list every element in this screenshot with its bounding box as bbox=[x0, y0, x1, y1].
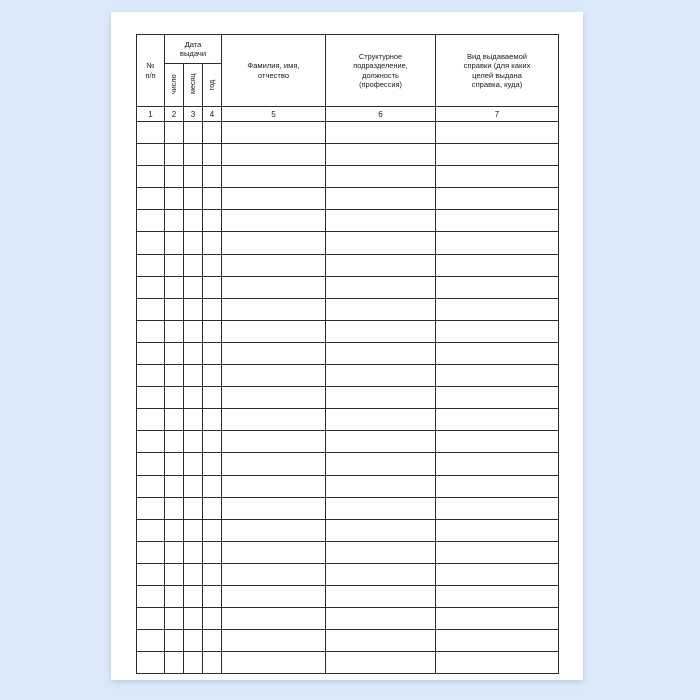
table-header bbox=[137, 35, 559, 107]
table-cell-col7[interactable] bbox=[436, 298, 559, 320]
colnum-1: 1 bbox=[137, 107, 165, 122]
table-cell-col5[interactable] bbox=[222, 210, 326, 232]
table-cell-col3[interactable] bbox=[184, 541, 203, 563]
table-cell-col6[interactable] bbox=[326, 431, 436, 453]
table-cell-col1[interactable] bbox=[137, 475, 165, 497]
table-cell-col7[interactable] bbox=[436, 276, 559, 298]
table-cell-col2[interactable] bbox=[165, 585, 184, 607]
table-row[interactable] bbox=[137, 409, 559, 431]
header-col-date-group bbox=[165, 35, 222, 64]
table-cell-col6[interactable] bbox=[326, 254, 436, 276]
table-cell-col4[interactable] bbox=[203, 166, 222, 188]
header-department-line2: подразделение, bbox=[353, 61, 408, 70]
header-col-certificate-type bbox=[436, 35, 559, 107]
table-row[interactable] bbox=[137, 608, 559, 630]
table-cell-col4[interactable] bbox=[203, 298, 222, 320]
table-cell-col6[interactable] bbox=[326, 166, 436, 188]
table-body bbox=[137, 107, 559, 674]
table-cell-col1[interactable] bbox=[137, 497, 165, 519]
table-row[interactable] bbox=[137, 475, 559, 497]
table-cell-col7[interactable] bbox=[436, 475, 559, 497]
table-cell-col1[interactable] bbox=[137, 122, 165, 144]
header-row-top bbox=[137, 35, 559, 64]
table-cell-col2[interactable] bbox=[165, 232, 184, 254]
table-cell-col1[interactable] bbox=[137, 144, 165, 166]
table-row[interactable] bbox=[137, 122, 559, 144]
table-cell-col1[interactable] bbox=[137, 431, 165, 453]
table-cell-col7[interactable] bbox=[436, 541, 559, 563]
header-date-line2: выдачи bbox=[179, 49, 207, 58]
table-cell-col3[interactable] bbox=[184, 254, 203, 276]
header-col-day bbox=[165, 64, 184, 107]
table-cell-col4[interactable] bbox=[203, 122, 222, 144]
table-cell-col1[interactable] bbox=[137, 409, 165, 431]
table-cell-col2[interactable] bbox=[165, 519, 184, 541]
table-cell-col7[interactable] bbox=[436, 166, 559, 188]
table-cell-col3[interactable] bbox=[184, 387, 203, 409]
table-cell-col7[interactable] bbox=[436, 453, 559, 475]
table-cell-col7[interactable] bbox=[436, 342, 559, 364]
table-cell-col2[interactable] bbox=[165, 210, 184, 232]
table-cell-col4[interactable] bbox=[203, 409, 222, 431]
table-cell-col6[interactable] bbox=[326, 232, 436, 254]
table-cell-col1[interactable] bbox=[137, 387, 165, 409]
journal-table-container bbox=[136, 34, 558, 674]
table-cell-col6[interactable] bbox=[326, 409, 436, 431]
header-department-line3: должность bbox=[362, 70, 399, 80]
table-cell-col6[interactable] bbox=[326, 365, 436, 387]
table-cell-col5[interactable] bbox=[222, 365, 326, 387]
table-cell-col1[interactable] bbox=[137, 630, 165, 652]
header-col-department bbox=[326, 35, 436, 107]
table-cell-col5[interactable] bbox=[222, 585, 326, 607]
header-fullname-line2: отчество bbox=[257, 70, 290, 80]
table-cell-col3[interactable] bbox=[184, 210, 203, 232]
table-cell-col6[interactable] bbox=[326, 320, 436, 342]
table-cell-col5[interactable] bbox=[222, 431, 326, 453]
table-cell-col3[interactable] bbox=[184, 652, 203, 674]
table-cell-col1[interactable] bbox=[137, 365, 165, 387]
table-cell-col3[interactable] bbox=[184, 475, 203, 497]
colnum-7: 7 bbox=[436, 107, 559, 122]
table-cell-col3[interactable] bbox=[184, 519, 203, 541]
table-cell-col4[interactable] bbox=[203, 232, 222, 254]
table-cell-col5[interactable] bbox=[222, 342, 326, 364]
table-cell-col1[interactable] bbox=[137, 453, 165, 475]
table-row[interactable] bbox=[137, 563, 559, 585]
table-cell-col5[interactable] bbox=[222, 254, 326, 276]
colnum-6: 6 bbox=[326, 107, 436, 122]
header-col-fullname bbox=[222, 35, 326, 107]
table-cell-col1[interactable] bbox=[137, 320, 165, 342]
table-row[interactable] bbox=[137, 519, 559, 541]
table-row[interactable] bbox=[137, 630, 559, 652]
table-cell-col4[interactable] bbox=[203, 585, 222, 607]
table-cell-col3[interactable] bbox=[184, 409, 203, 431]
table-cell-col4[interactable] bbox=[203, 276, 222, 298]
table-cell-col3[interactable] bbox=[184, 298, 203, 320]
table-cell-col4[interactable] bbox=[203, 144, 222, 166]
header-col-year bbox=[203, 64, 222, 107]
table-cell-col6[interactable] bbox=[326, 387, 436, 409]
table-cell-col4[interactable] bbox=[203, 652, 222, 674]
table-row[interactable] bbox=[137, 342, 559, 364]
table-cell-col5[interactable] bbox=[222, 166, 326, 188]
table-cell-col1[interactable] bbox=[137, 585, 165, 607]
table-cell-col6[interactable] bbox=[326, 563, 436, 585]
header-day-label: число bbox=[169, 74, 178, 94]
table-cell-col5[interactable] bbox=[222, 630, 326, 652]
table-cell-col2[interactable] bbox=[165, 276, 184, 298]
table-cell-col5[interactable] bbox=[222, 453, 326, 475]
table-cell-col3[interactable] bbox=[184, 563, 203, 585]
table-cell-col4[interactable] bbox=[203, 563, 222, 585]
table-cell-col1[interactable] bbox=[137, 298, 165, 320]
table-cell-col5[interactable] bbox=[222, 475, 326, 497]
table-cell-col7[interactable] bbox=[436, 232, 559, 254]
header-department-line1: Структурное bbox=[358, 51, 403, 61]
table-cell-col6[interactable] bbox=[326, 652, 436, 674]
table-cell-col7[interactable] bbox=[436, 365, 559, 387]
table-cell-col7[interactable] bbox=[436, 387, 559, 409]
table-cell-col4[interactable] bbox=[203, 188, 222, 210]
table-cell-col5[interactable] bbox=[222, 519, 326, 541]
table-row[interactable] bbox=[137, 210, 559, 232]
table-cell-col5[interactable] bbox=[222, 188, 326, 210]
table-row[interactable] bbox=[137, 497, 559, 519]
journal-table bbox=[136, 34, 559, 674]
table-cell-col7[interactable] bbox=[436, 608, 559, 630]
table-cell-col4[interactable] bbox=[203, 608, 222, 630]
table-cell-col3[interactable] bbox=[184, 144, 203, 166]
table-cell-col7[interactable] bbox=[436, 320, 559, 342]
table-cell-col7[interactable] bbox=[436, 630, 559, 652]
table-cell-col2[interactable] bbox=[165, 608, 184, 630]
table-cell-col5[interactable] bbox=[222, 541, 326, 563]
table-cell-col2[interactable] bbox=[165, 453, 184, 475]
table-cell-col7[interactable] bbox=[436, 497, 559, 519]
table-cell-col3[interactable] bbox=[184, 166, 203, 188]
table-cell-col3[interactable] bbox=[184, 188, 203, 210]
table-row[interactable] bbox=[137, 298, 559, 320]
table-cell-col5[interactable] bbox=[222, 608, 326, 630]
table-cell-col1[interactable] bbox=[137, 210, 165, 232]
table-cell-col4[interactable] bbox=[203, 342, 222, 364]
table-cell-col4[interactable] bbox=[203, 210, 222, 232]
table-cell-col5[interactable] bbox=[222, 497, 326, 519]
header-date-line1: Дата bbox=[184, 39, 202, 49]
table-cell-col2[interactable] bbox=[165, 387, 184, 409]
table-cell-col6[interactable] bbox=[326, 541, 436, 563]
table-cell-col4[interactable] bbox=[203, 365, 222, 387]
table-cell-col1[interactable] bbox=[137, 232, 165, 254]
table-cell-col3[interactable] bbox=[184, 365, 203, 387]
table-cell-col6[interactable] bbox=[326, 188, 436, 210]
table-cell-col4[interactable] bbox=[203, 387, 222, 409]
table-cell-col2[interactable] bbox=[165, 188, 184, 210]
table-cell-col6[interactable] bbox=[326, 453, 436, 475]
table-cell-col4[interactable] bbox=[203, 475, 222, 497]
table-cell-col6[interactable] bbox=[326, 144, 436, 166]
table-cell-col1[interactable] bbox=[137, 652, 165, 674]
table-cell-col1[interactable] bbox=[137, 276, 165, 298]
table-row[interactable] bbox=[137, 585, 559, 607]
table-row[interactable] bbox=[137, 232, 559, 254]
table-cell-col2[interactable] bbox=[165, 298, 184, 320]
colnum-5: 5 bbox=[222, 107, 326, 122]
header-certificate-line2: справки (для каких bbox=[463, 61, 531, 70]
table-cell-col2[interactable] bbox=[165, 497, 184, 519]
table-cell-col6[interactable] bbox=[326, 342, 436, 364]
table-cell-col7[interactable] bbox=[436, 409, 559, 431]
table-cell-col2[interactable] bbox=[165, 144, 184, 166]
table-row[interactable] bbox=[137, 453, 559, 475]
table-row[interactable] bbox=[137, 254, 559, 276]
table-row[interactable] bbox=[137, 365, 559, 387]
table-cell-col6[interactable] bbox=[326, 298, 436, 320]
table-cell-col2[interactable] bbox=[165, 475, 184, 497]
paper-sheet bbox=[111, 12, 583, 680]
table-cell-col5[interactable] bbox=[222, 320, 326, 342]
table-row[interactable] bbox=[137, 387, 559, 409]
table-cell-col7[interactable] bbox=[436, 563, 559, 585]
table-cell-col7[interactable] bbox=[436, 210, 559, 232]
table-cell-col5[interactable] bbox=[222, 298, 326, 320]
table-cell-col3[interactable] bbox=[184, 276, 203, 298]
table-cell-col3[interactable] bbox=[184, 585, 203, 607]
table-cell-col2[interactable] bbox=[165, 166, 184, 188]
table-cell-col2[interactable] bbox=[165, 122, 184, 144]
table-cell-col6[interactable] bbox=[326, 608, 436, 630]
table-cell-col2[interactable] bbox=[165, 320, 184, 342]
table-cell-col2[interactable] bbox=[165, 563, 184, 585]
table-cell-col1[interactable] bbox=[137, 188, 165, 210]
table-cell-col5[interactable] bbox=[222, 409, 326, 431]
table-cell-col1[interactable] bbox=[137, 254, 165, 276]
table-cell-col4[interactable] bbox=[203, 431, 222, 453]
table-cell-col7[interactable] bbox=[436, 585, 559, 607]
table-cell-col1[interactable] bbox=[137, 166, 165, 188]
table-cell-col2[interactable] bbox=[165, 254, 184, 276]
table-row[interactable] bbox=[137, 541, 559, 563]
header-col-month bbox=[184, 64, 203, 107]
table-cell-col6[interactable] bbox=[326, 210, 436, 232]
table-cell-col5[interactable] bbox=[222, 387, 326, 409]
header-year-label: год bbox=[207, 79, 216, 91]
table-cell-col3[interactable] bbox=[184, 453, 203, 475]
header-month-label: месяц bbox=[188, 73, 197, 94]
table-cell-col6[interactable] bbox=[326, 276, 436, 298]
table-cell-col3[interactable] bbox=[184, 630, 203, 652]
table-cell-col2[interactable] bbox=[165, 652, 184, 674]
table-row[interactable] bbox=[137, 431, 559, 453]
colnum-4: 4 bbox=[203, 107, 222, 122]
table-cell-col2[interactable] bbox=[165, 541, 184, 563]
table-cell-col4[interactable] bbox=[203, 453, 222, 475]
table-cell-col7[interactable] bbox=[436, 144, 559, 166]
table-cell-col6[interactable] bbox=[326, 497, 436, 519]
column-number-row bbox=[137, 107, 559, 122]
table-cell-col1[interactable] bbox=[137, 519, 165, 541]
header-certificate-line3: целей выдана bbox=[472, 70, 522, 80]
table-cell-col1[interactable] bbox=[137, 563, 165, 585]
table-cell-col3[interactable] bbox=[184, 342, 203, 364]
table-cell-col5[interactable] bbox=[222, 563, 326, 585]
table-cell-col2[interactable] bbox=[165, 365, 184, 387]
table-cell-col6[interactable] bbox=[326, 519, 436, 541]
table-row[interactable] bbox=[137, 166, 559, 188]
table-cell-col4[interactable] bbox=[203, 497, 222, 519]
header-certificate-line4: справка, куда) bbox=[471, 80, 523, 89]
colnum-2: 2 bbox=[165, 107, 184, 122]
table-cell-col3[interactable] bbox=[184, 232, 203, 254]
table-cell-col4[interactable] bbox=[203, 320, 222, 342]
table-cell-col6[interactable] bbox=[326, 122, 436, 144]
table-row[interactable] bbox=[137, 652, 559, 674]
table-cell-col5[interactable] bbox=[222, 122, 326, 144]
table-row[interactable] bbox=[137, 320, 559, 342]
table-cell-col1[interactable] bbox=[137, 608, 165, 630]
table-cell-col4[interactable] bbox=[203, 541, 222, 563]
header-certificate-line1: Вид выдаваемой bbox=[466, 51, 528, 61]
header-col-number bbox=[137, 35, 165, 107]
table-cell-col5[interactable] bbox=[222, 652, 326, 674]
table-cell-col1[interactable] bbox=[137, 342, 165, 364]
table-cell-col2[interactable] bbox=[165, 409, 184, 431]
header-department-line4: (профессия) bbox=[359, 80, 402, 89]
table-cell-col3[interactable] bbox=[184, 320, 203, 342]
table-cell-col7[interactable] bbox=[436, 431, 559, 453]
table-cell-col7[interactable] bbox=[436, 254, 559, 276]
header-fullname-line1: Фамилия, имя, bbox=[247, 61, 300, 70]
table-cell-col3[interactable] bbox=[184, 431, 203, 453]
table-cell-col7[interactable] bbox=[436, 188, 559, 210]
table-cell-col3[interactable] bbox=[184, 497, 203, 519]
header-col-number-line1: № bbox=[146, 61, 155, 70]
header-col-number-line2: п/п bbox=[145, 70, 156, 80]
table-cell-col6[interactable] bbox=[326, 630, 436, 652]
table-row[interactable] bbox=[137, 276, 559, 298]
table-cell-col6[interactable] bbox=[326, 475, 436, 497]
colnum-3: 3 bbox=[184, 107, 203, 122]
table-row[interactable] bbox=[137, 188, 559, 210]
table-cell-col2[interactable] bbox=[165, 431, 184, 453]
table-cell-col7[interactable] bbox=[436, 122, 559, 144]
table-cell-col5[interactable] bbox=[222, 232, 326, 254]
table-row[interactable] bbox=[137, 144, 559, 166]
table-cell-col2[interactable] bbox=[165, 630, 184, 652]
table-cell-col1[interactable] bbox=[137, 541, 165, 563]
table-cell-col3[interactable] bbox=[184, 122, 203, 144]
table-cell-col5[interactable] bbox=[222, 276, 326, 298]
table-cell-col3[interactable] bbox=[184, 608, 203, 630]
table-cell-col4[interactable] bbox=[203, 519, 222, 541]
table-cell-col4[interactable] bbox=[203, 630, 222, 652]
table-cell-col5[interactable] bbox=[222, 144, 326, 166]
table-cell-col6[interactable] bbox=[326, 585, 436, 607]
table-cell-col7[interactable] bbox=[436, 652, 559, 674]
table-cell-col7[interactable] bbox=[436, 519, 559, 541]
table-cell-col4[interactable] bbox=[203, 254, 222, 276]
table-cell-col2[interactable] bbox=[165, 342, 184, 364]
